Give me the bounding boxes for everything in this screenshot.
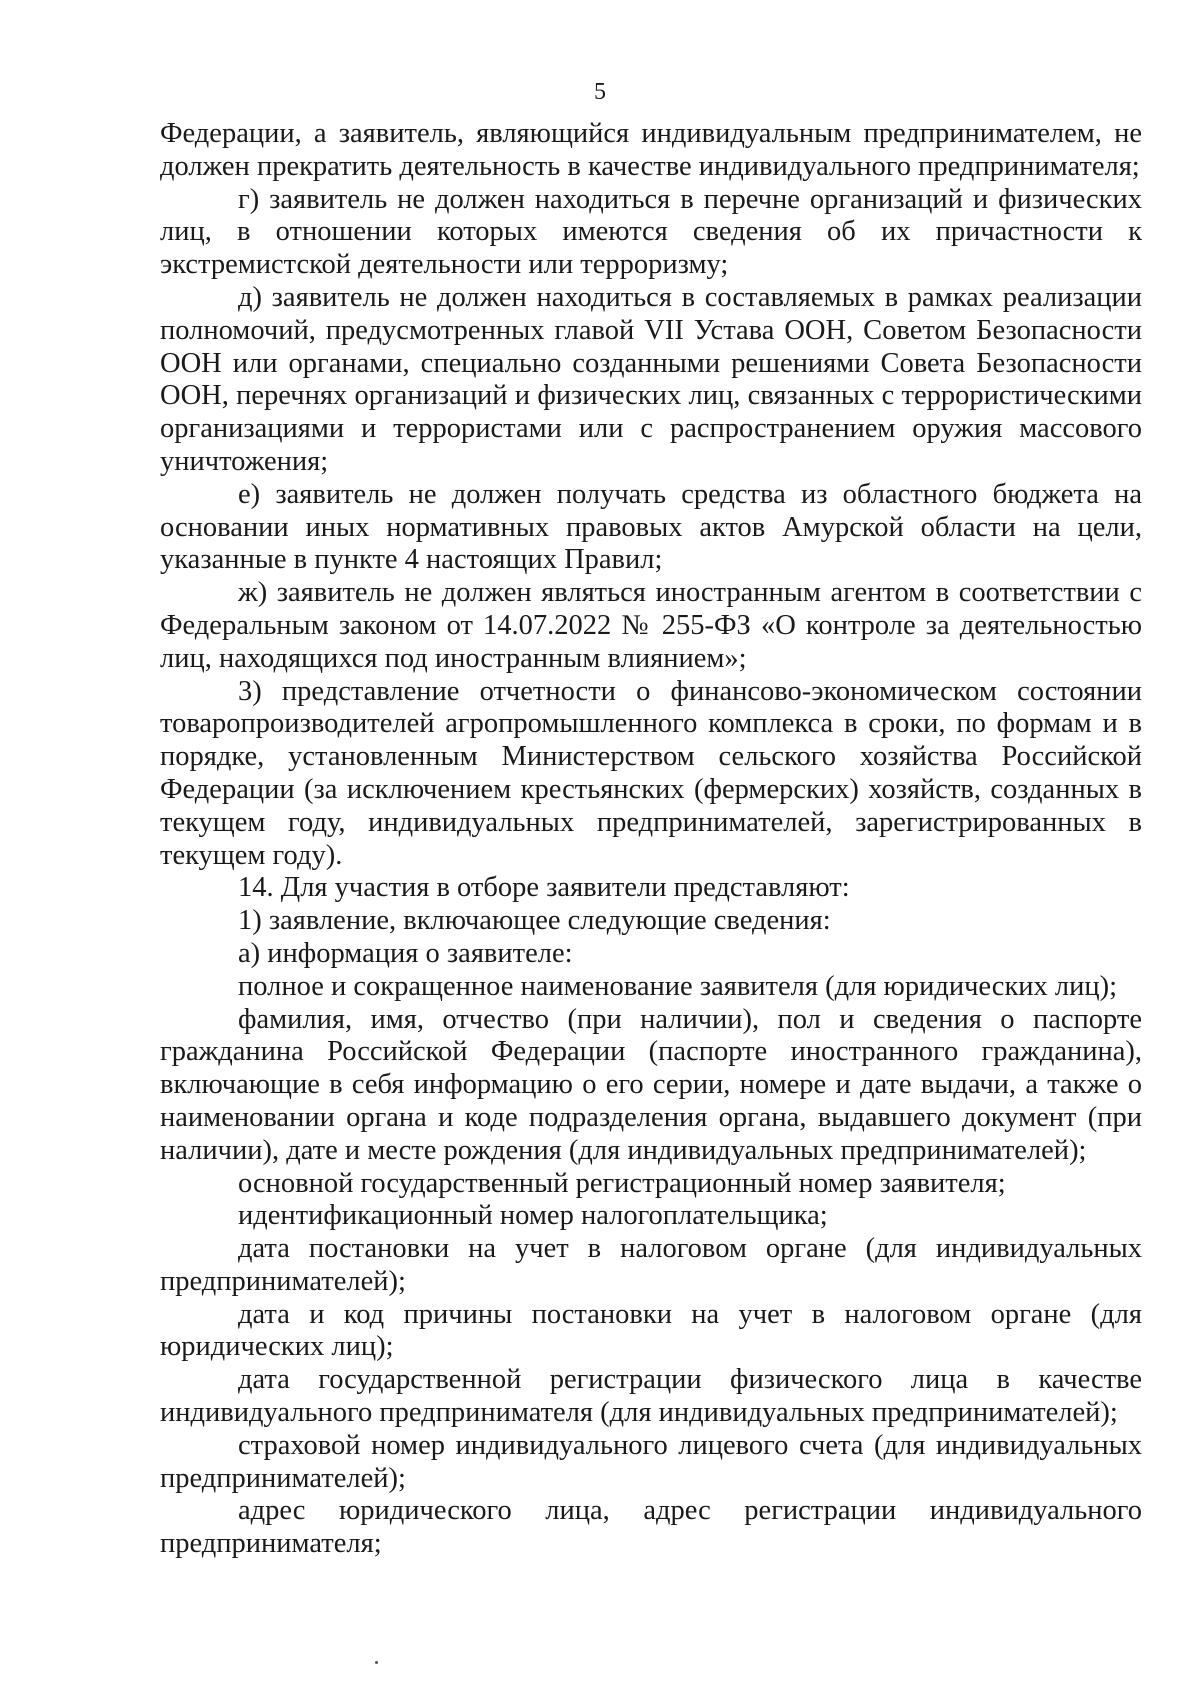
paragraph-full-name: полное и сокращенное наименование заявителя (для юридических лиц); xyxy=(238,970,1118,1002)
paragraph-item-d: д) заявитель не должен находиться в составляемых в рамках реализации полномочий, предусмотренных главой VII Устава ООН, Советом Безопасности ООН или органами, специально созданными решениями Совета Безопасности ООН, перечнях организаций и физических лиц, связанных с террористическими организациями и террористами или с распространением оружия массового уничтожения; xyxy=(160,281,1142,477)
paragraph-address: адрес юридического лица, адрес регистрации индивидуального предпринимателя; xyxy=(160,1495,1142,1560)
paragraph-ogrn: основной государственный регистрационный номер заявителя; xyxy=(238,1167,1006,1199)
paragraph-kpp: дата и код причины постановки на учет в налоговом органе (для юридических лиц); xyxy=(160,1298,1142,1363)
page-number: 5 xyxy=(594,79,606,105)
paragraph-snils: страховой номер индивидуального лицевого счета (для индивидуальных предпринимателей); xyxy=(160,1429,1142,1494)
paragraph-passport: фамилия, имя, отчество (при наличии), пол и сведения о паспорте гражданина Российской Федерации (паспорте иностранного гражданина), включающие в себя информацию о его серии, номере и дате выдачи, а также о наименовании органа и коде подразделения органа, выдавшего документ (при наличии), дате и месте рождения (для индивидуальных предпринимателей); xyxy=(160,1003,1142,1166)
paragraph-section-14: 14. Для участия в отборе заявители представляют: xyxy=(238,872,850,904)
paragraph-item-g: г) заявитель не должен находиться в перечне организаций и физических лиц, в отношении которых имеются сведения об их причастности к экстремистской деятельности или терроризму; xyxy=(160,183,1142,281)
paragraph-item-1: 1) заявление, включающее следующие сведения: xyxy=(238,905,831,937)
paragraph-inn: идентификационный номер налогоплательщика; xyxy=(238,1200,828,1232)
scan-dot xyxy=(375,1661,378,1664)
paragraph-item-e: е) заявитель не должен получать средства из областного бюджета на основании иных нормативных правовых актов Амурской области на цели, указанные в пункте 4 настоящих Правил; xyxy=(160,478,1142,576)
paragraph-continuation: Федерации, а заявитель, являющийся индивидуальным предпринимателем, не должен прекратить деятельность в качестве индивидуального предпринимателя; xyxy=(160,118,1142,182)
document-body xyxy=(160,118,1142,1561)
paragraph-item-3: 3) представление отчетности о финансово-экономическом состоянии товаропроизводителей агропромышленного комплекса в сроки, по формам и в порядке, установленным Министерством сельского хозяйства Российской Федерации (за исключением крестьянских (фермерских) хозяйств, созданных в текущем году, индивидуальных предпринимателей, зарегистрированных в текущем году). xyxy=(160,675,1142,871)
paragraph-tax-date: дата постановки на учет в налоговом органе (для индивидуальных предпринимателей); xyxy=(160,1233,1142,1297)
paragraph-item-zh: ж) заявитель не должен являться иностранным агентом в соответствии с Федеральным законом от 14.07.2022 № 255-ФЗ «О контроле за деятельностью лиц, находящихся под иностранным влиянием»; xyxy=(160,577,1142,674)
paragraph-registration-date: дата государственной регистрации физического лица в качестве индивидуального предпринимателя (для индивидуальных предпринимателей); xyxy=(160,1364,1142,1429)
paragraph-item-a: а) информация о заявителе: xyxy=(238,937,573,969)
